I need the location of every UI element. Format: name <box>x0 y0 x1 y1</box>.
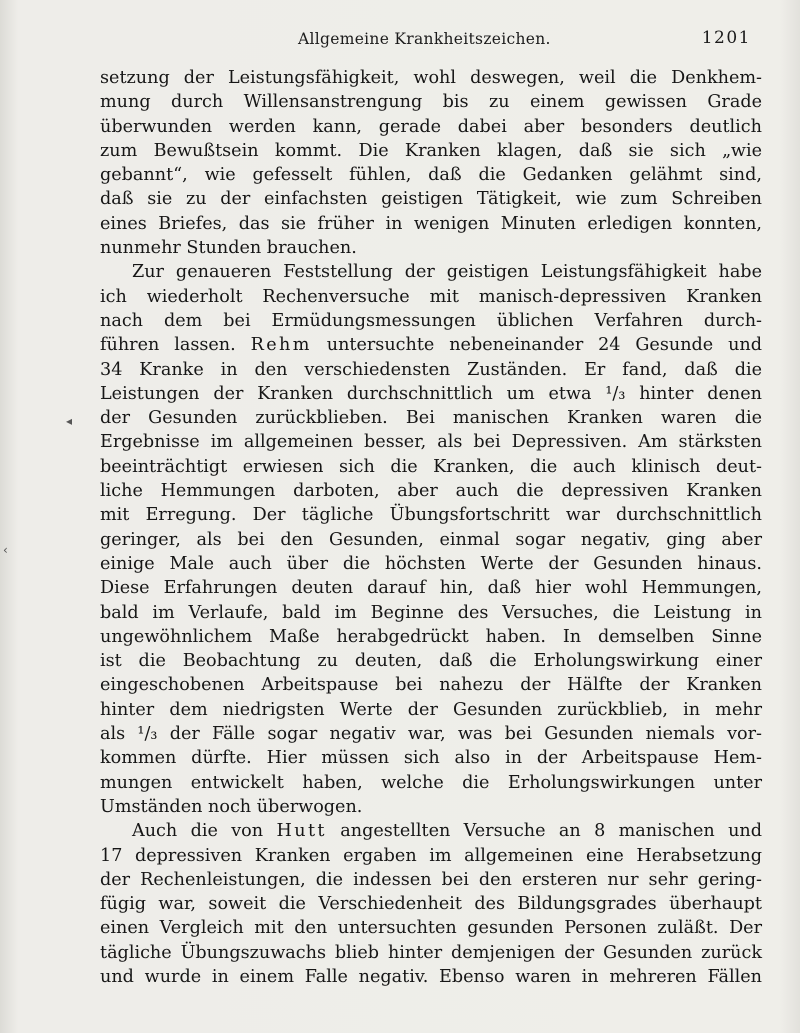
text-line: geringer, als bei den Gesunden, einmal sogar negativ, ging aber <box>100 529 762 550</box>
paragraph <box>100 66 762 260</box>
text-line: zum Bewußtsein kommt. Die Kranken klagen, daß sie sich „wie <box>100 140 762 161</box>
page-header <box>100 28 765 52</box>
text-line: bald im Verlaufe, bald im Beginne des Versuches, die Leistung in <box>100 602 762 623</box>
text-line: eines Briefes, das sie früher in wenigen Minuten erledigen konnten, <box>100 213 762 234</box>
text-line: führen lassen. Rehm untersuchte nebeneinander 24 Gesunde und <box>100 335 762 356</box>
text-line: ungewöhnlichem Maße herabgedrückt haben. In demselben Sinne <box>100 626 762 647</box>
text-line: als ¹/₃ der Fälle sogar negativ war, was bei Gesunden niemals vor- <box>100 724 762 745</box>
text-line: ist die Beobachtung zu deuten, daß die Erholungswirkung einer <box>100 651 762 672</box>
text-line: eingeschobenen Arbeitspause bei nahezu der Hälfte der Kranken <box>100 675 762 696</box>
margin-arrow-mark: ◂ <box>66 414 73 428</box>
author-name: Hutt <box>276 821 327 842</box>
text-line: kommen dürfte. Hier müssen sich also in der Arbeitspause Hem- <box>100 748 762 769</box>
text-line: überwunden werden kann, gerade dabei aber besonders deutlich <box>100 116 762 137</box>
text-line: nunmehr Stunden brauchen. <box>100 238 357 259</box>
text-line: ich wiederholt Rechenversuche mit manisch-depressiven Kranken <box>100 286 762 307</box>
text-line: und wurde in einem Falle negativ. Ebenso waren in mehreren Fällen <box>100 966 762 987</box>
text-line: einige Male auch über die höchsten Werte der Gesunden hinaus. <box>100 553 762 574</box>
text-line: daß sie zu der einfachsten geistigen Tätigkeit, wie zum Schreiben <box>100 189 762 210</box>
text-line: fügig war, soweit die Verschiedenheit des Bildungsgrades überhaupt <box>100 894 762 915</box>
text-line: nach dem bei Ermüdungsmessungen üblichen Verfahren durch- <box>100 310 762 331</box>
text-line: hinter dem niedrigsten Werte der Gesunden zurückblieb, in mehr <box>100 699 762 720</box>
text-line: mit Erregung. Der tägliche Übungsfortschritt war durchschnittlich <box>100 505 762 526</box>
text-line: tägliche Übungszuwachs blieb hinter demjenigen der Gesunden zurück <box>100 942 762 963</box>
text-line: Zur genaueren Feststellung der geistigen Leistungsfähigkeit habe <box>132 262 762 283</box>
text-line: 34 Kranke in den verschiedensten Zuständen. Er fand, daß die <box>100 359 762 380</box>
running-title: Allgemeine Krankheitszeichen. <box>298 30 551 48</box>
text-line: Diese Erfahrungen deuten darauf hin, daß hier wohl Hemmungen, <box>100 578 762 599</box>
margin-tick-mark: ‹ <box>3 543 8 557</box>
text-line: Leistungen der Kranken durchschnittlich um etwa ¹/₃ hinter denen <box>100 383 762 404</box>
text-line: gebannt“, wie gefesselt fühlen, daß die Gedanken gelähmt sind, <box>100 165 762 186</box>
body-text <box>100 66 762 989</box>
text-line: mung durch Willensanstrengung bis zu einem gewissen Grade <box>100 92 762 113</box>
text-line: der Gesunden zurückblieben. Bei manischen Kranken waren die <box>100 408 762 429</box>
text-line: beeinträchtigt erwiesen sich die Kranken, die auch klinisch deut- <box>100 456 762 477</box>
text-line: setzung der Leistungsfähigkeit, wohl deswegen, weil die Denkhem- <box>100 68 762 88</box>
text-line: Auch die von Hutt angestellten Versuche an 8 manischen und <box>132 821 762 842</box>
text-line: der Rechenleistungen, die indessen bei den ersteren nur sehr gering- <box>100 869 762 890</box>
paragraph <box>100 260 762 819</box>
text-line: liche Hemmungen darboten, aber auch die depressiven Kranken <box>100 481 762 502</box>
author-name: Rehm <box>250 335 312 356</box>
text-line: einen Vergleich mit den untersuchten gesunden Personen zuläßt. Der <box>100 918 762 939</box>
paragraph <box>100 819 762 989</box>
text-line: mungen entwickelt haben, welche die Erholungswirkungen unter <box>100 772 762 793</box>
text-line: 17 depressiven Kranken ergaben im allgemeinen eine Herabsetzung <box>100 845 762 866</box>
text-line: Ergebnisse im allgemeinen besser, als bei Depressiven. Am stärksten <box>100 432 762 453</box>
page-number: 1201 <box>701 28 751 48</box>
text-line: Umständen noch überwogen. <box>100 796 363 817</box>
